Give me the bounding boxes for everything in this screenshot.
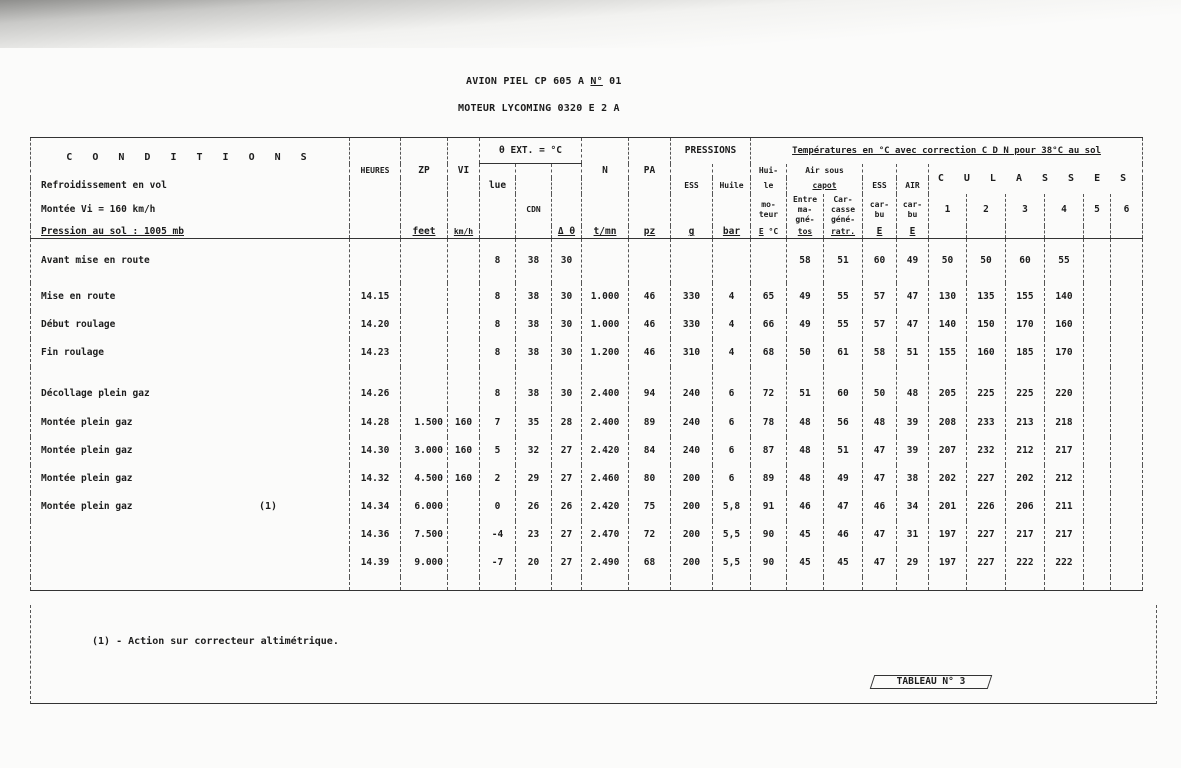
cell-n: 2.400 [582,367,629,409]
cell-essc: 46 [863,493,897,521]
cell-essc: 57 [863,311,897,339]
cell-ess: 240 [671,409,713,437]
cell-c3: 222 [1006,549,1045,577]
cell-dt: 30 [552,311,582,339]
cell-pa: 46 [629,339,671,367]
cyl-3-header: 3 [1006,194,1045,226]
cell-lue: 0 [480,493,516,521]
condition-pressure: Pression au sol : 1005 mb [31,226,350,239]
cell-c6 [1111,549,1143,577]
cell-cdn: 20 [516,549,552,577]
cell-c2: 150 [967,311,1006,339]
cell-c6 [1111,239,1143,283]
cell-c4: 211 [1045,493,1084,521]
cell-lue: 8 [480,283,516,311]
row-condition: Mise en route [31,283,350,311]
cell-airc: 34 [897,493,929,521]
cell-ess: 240 [671,437,713,465]
row-condition: Avant mise en route [31,239,350,283]
cell-zp: 1.500 [401,409,448,437]
cell-ess: 310 [671,339,713,367]
cell-c2: 226 [967,493,1006,521]
n-header: N [582,164,629,178]
cell-c4: 217 [1045,521,1084,549]
cell-cdn: 38 [516,311,552,339]
row-condition: Montée plein gaz [31,465,350,493]
cell-c6 [1111,493,1143,521]
cell-heures: 14.20 [350,311,401,339]
ess-carbu-header: ESS [863,178,897,194]
cell-huile: 5,8 [713,493,751,521]
cell-car: 56 [824,409,863,437]
cell-cdn: 26 [516,493,552,521]
cell-pa [629,239,671,283]
cell-essc: 47 [863,437,897,465]
cell-hm: 78 [751,409,787,437]
cell-huile: 5,5 [713,549,751,577]
cell-airc: 29 [897,549,929,577]
cell-airc: 49 [897,239,929,283]
cell-c1: 207 [929,437,967,465]
cell-pa: 72 [629,521,671,549]
cell-zp [401,311,448,339]
cell-pa: 89 [629,409,671,437]
cell-c5 [1084,283,1111,311]
cell-c5 [1084,437,1111,465]
cell-c5 [1084,409,1111,437]
cell-c5 [1084,239,1111,283]
cell-ess: 200 [671,549,713,577]
cell-essc: 60 [863,239,897,283]
cell-c3: 170 [1006,311,1045,339]
cdn-header: CDN [516,194,552,226]
cell-c3: 155 [1006,283,1045,311]
cell-essc: 50 [863,367,897,409]
cell-ent: 49 [787,283,824,311]
cell-huile: 5,5 [713,521,751,549]
cell-hm: 90 [751,549,787,577]
cell-c3: 185 [1006,339,1045,367]
table-row [31,465,1143,493]
cell-ent: 50 [787,339,824,367]
cell-ent: 48 [787,437,824,465]
cell-airc: 51 [897,339,929,367]
cell-ent: 45 [787,549,824,577]
cell-ess: 240 [671,367,713,409]
cell-n: 2.420 [582,437,629,465]
cell-hm: 89 [751,465,787,493]
cell-dt: 27 [552,521,582,549]
cell-zp [401,339,448,367]
cell-huile: 6 [713,367,751,409]
condition-climb: Montée Vi = 160 km/h [31,194,350,226]
title-number-sign: N° [590,76,603,87]
table-row [31,437,1143,465]
condition-cooling: Refroidissement en vol [31,178,350,194]
cell-ent: 51 [787,367,824,409]
cell-dt: 26 [552,493,582,521]
cell-n [582,239,629,283]
cell-heures: 14.23 [350,339,401,367]
row-condition: Fin roulage [31,339,350,367]
row-condition: Montée plein gaz (1) [31,493,350,521]
cell-c4: 222 [1045,549,1084,577]
cell-airc: 39 [897,409,929,437]
temperatures-header: Températures en °C avec correction C D N pour 38°C au sol [751,138,1143,164]
table-row [31,409,1143,437]
cell-vi [448,239,480,283]
cell-pa: 80 [629,465,671,493]
cell-dt: 30 [552,367,582,409]
cell-c2: 135 [967,283,1006,311]
cell-pa: 84 [629,437,671,465]
table-row [31,521,1143,549]
cell-airc: 47 [897,283,929,311]
cell-car: 55 [824,283,863,311]
row-note: (1) [259,501,278,512]
cell-ess: 200 [671,521,713,549]
cyl-5-header: 5 [1084,194,1111,226]
cell-huile: 4 [713,311,751,339]
ext-temp-header: θ EXT. = °C [480,138,582,164]
cell-car: 51 [824,437,863,465]
cell-c5 [1084,521,1111,549]
cell-c3: 60 [1006,239,1045,283]
cell-essc: 47 [863,549,897,577]
cell-c3: 212 [1006,437,1045,465]
cell-c6 [1111,311,1143,339]
cell-c3: 217 [1006,521,1045,549]
cell-ess [671,239,713,283]
cell-c1: 202 [929,465,967,493]
cell-cdn: 35 [516,409,552,437]
cell-essc: 48 [863,409,897,437]
cell-essc: 58 [863,339,897,367]
cell-lue: 8 [480,239,516,283]
cell-cdn: 38 [516,367,552,409]
cell-car: 61 [824,339,863,367]
cell-airc: 38 [897,465,929,493]
cell-huile: 6 [713,409,751,437]
table-row [31,367,1143,409]
cell-c5 [1084,465,1111,493]
cell-heures: 14.30 [350,437,401,465]
cell-pa: 68 [629,549,671,577]
cell-c2: 225 [967,367,1006,409]
table-row [31,549,1143,577]
cell-c6 [1111,283,1143,311]
table-reference: TABLEAU N° 3 [872,675,990,689]
cell-dt: 27 [552,465,582,493]
cell-huile [713,239,751,283]
cell-n: 2.420 [582,493,629,521]
culasses-header: C U L A S S E S [929,164,1143,194]
cell-car: 46 [824,521,863,549]
cell-c1: 155 [929,339,967,367]
cell-c2: 50 [967,239,1006,283]
cell-n: 2.490 [582,549,629,577]
cell-c2: 232 [967,437,1006,465]
cell-c3: 202 [1006,465,1045,493]
cell-lue: 7 [480,409,516,437]
cell-essc: 57 [863,283,897,311]
cell-ent: 46 [787,493,824,521]
unit-pz: pz [629,226,671,239]
cell-pa: 46 [629,283,671,311]
cell-cdn: 32 [516,437,552,465]
cell-heures: 14.39 [350,549,401,577]
cell-n: 2.400 [582,409,629,437]
heures-header: HEURES [350,164,401,178]
cell-dt: 28 [552,409,582,437]
cell-airc: 47 [897,311,929,339]
cell-cdn: 23 [516,521,552,549]
cell-hm [751,239,787,283]
cyl-2-header: 2 [967,194,1006,226]
cell-huile: 6 [713,465,751,493]
cell-lue: -7 [480,549,516,577]
cell-vi [448,339,480,367]
cell-c6 [1111,465,1143,493]
cell-c5 [1084,339,1111,367]
cell-n: 1.000 [582,311,629,339]
cell-c4: 220 [1045,367,1084,409]
cell-airc: 31 [897,521,929,549]
delta-header: Δ θ [552,226,582,239]
cell-c1: 140 [929,311,967,339]
cell-car: 51 [824,239,863,283]
row-condition [31,549,350,577]
cell-zp: 3.000 [401,437,448,465]
cell-lue: 5 [480,437,516,465]
cell-essc: 47 [863,465,897,493]
cell-ess: 200 [671,465,713,493]
cell-n: 1.200 [582,339,629,367]
cyl-1-header: 1 [929,194,967,226]
document-subtitle: MOTEUR LYCOMING 0320 E 2 A [458,103,620,114]
cell-pa: 46 [629,311,671,339]
cell-vi [448,521,480,549]
cell-dt: 27 [552,437,582,465]
cell-cdn: 29 [516,465,552,493]
ess-header: ESS [671,178,713,194]
cell-c2: 227 [967,549,1006,577]
cell-ent: 48 [787,409,824,437]
cyl-6-header: 6 [1111,194,1143,226]
cell-c2: 233 [967,409,1006,437]
cell-dt: 30 [552,239,582,283]
cell-vi [448,493,480,521]
cell-essc: 47 [863,521,897,549]
cell-dt: 30 [552,339,582,367]
cell-c2: 227 [967,521,1006,549]
cell-hm: 91 [751,493,787,521]
cell-c3: 206 [1006,493,1045,521]
cell-c6 [1111,521,1143,549]
cell-hm: 87 [751,437,787,465]
cell-hm: 68 [751,339,787,367]
cell-c2: 227 [967,465,1006,493]
cell-heures: 14.26 [350,367,401,409]
cell-c5 [1084,493,1111,521]
cell-vi: 160 [448,465,480,493]
cell-cdn: 38 [516,339,552,367]
vi-header: VI [448,164,480,178]
cell-vi: 160 [448,437,480,465]
row-condition: Début roulage [31,311,350,339]
cell-c3: 225 [1006,367,1045,409]
cell-ent: 48 [787,465,824,493]
unit-kmh: km/h [448,226,480,239]
cell-n: 2.460 [582,465,629,493]
conditions-header: C O N D I T I O N S [31,138,350,178]
cell-c4: 160 [1045,311,1084,339]
air-capot-header: Air sous [787,164,863,178]
cell-c5 [1084,311,1111,339]
cell-huile: 4 [713,283,751,311]
scan-shadow [0,0,1181,48]
cell-pa: 94 [629,367,671,409]
cell-dt: 30 [552,283,582,311]
cell-c5 [1084,549,1111,577]
cell-c6 [1111,437,1143,465]
cell-heures [350,239,401,283]
zp-header: ZP [401,164,448,178]
cell-vi [448,549,480,577]
cell-zp: 7.500 [401,521,448,549]
cell-zp: 9.000 [401,549,448,577]
cell-vi: 160 [448,409,480,437]
cell-c4: 218 [1045,409,1084,437]
cell-car: 60 [824,367,863,409]
cell-heures: 14.36 [350,521,401,549]
cell-cdn: 38 [516,239,552,283]
cell-zp: 4.500 [401,465,448,493]
huile-header: Huile [713,178,751,194]
cell-c1: 197 [929,521,967,549]
cell-c4: 140 [1045,283,1084,311]
cell-lue: 8 [480,339,516,367]
cell-lue: 8 [480,367,516,409]
cell-c3: 213 [1006,409,1045,437]
table-row [31,239,1143,283]
cell-huile: 6 [713,437,751,465]
table-row [31,493,1143,521]
unit-g: g [671,226,713,239]
cell-zp [401,239,448,283]
cell-hm: 72 [751,367,787,409]
unit-bar: bar [713,226,751,239]
cell-zp: 6.000 [401,493,448,521]
cell-c1: 50 [929,239,967,283]
cell-c4: 217 [1045,437,1084,465]
cell-ent: 49 [787,311,824,339]
row-condition: Montée plein gaz [31,409,350,437]
cell-c4: 55 [1045,239,1084,283]
cell-heures: 14.32 [350,465,401,493]
cell-vi [448,283,480,311]
cell-hm: 66 [751,311,787,339]
cell-heures: 14.28 [350,409,401,437]
table-row [31,311,1143,339]
cell-heures: 14.34 [350,493,401,521]
cell-pa: 75 [629,493,671,521]
cell-c1: 201 [929,493,967,521]
document-title: AVION PIEL CP 605 A N° 01 [466,76,622,87]
cell-n: 2.470 [582,521,629,549]
unit-tmn: t/mn [582,226,629,239]
cell-lue: 8 [480,311,516,339]
cell-vi [448,367,480,409]
cell-lue: -4 [480,521,516,549]
cell-zp [401,283,448,311]
footnote: (1) - Action sur correcteur altimétrique. [92,636,339,647]
cyl-4-header: 4 [1045,194,1084,226]
cell-c5 [1084,367,1111,409]
cell-c1: 130 [929,283,967,311]
cell-hm: 65 [751,283,787,311]
cell-car: 47 [824,493,863,521]
test-data-table: C O N D I T I O N S θ EXT. = °C PRESSIONS Températures en °C avec correction C D N pour 38°C au sol HEURES ZP VI N PA Hui- Air sous C U L A S S E S Refroidissement en vol lue ESS Huile le capot ESS AIR Montée Vi = 160 km/h CDN mo- teur Entre ma- gné- Car- casse géné- car- bu car- bu 1 2 3 4 5 6 Pression au sol : 1005 mb feet km/h Δ θ t/mn pz g bar E °C tos ratr. E E Avant mise en route 8 38 30 58 51 60 49 50 50 60 55 Mise en route 14.15 8 38 30 1.000 46 330 4 65 49 55 57 47 130 135 155 140 Début roulage 14.20 8 38 30 1.000 46 330 4 66 49 55 57 47 140 150 170 160 Fin roulage 14.23 8 38 30 1.200 46 310 4 68 50 61 58 51 155 160 185 170 Décollage plein gaz 14.26 8 38 30 2.400 94 240 6 72 51 60 50 48 205 225 225 220 Montée plein gaz 14.28 1.500 160 7 35 28 2.400 89 240 6 78 48 56 48 39 208 233 213 218 Montée plein gaz 14.30 3.000 160 5 32 27 2.420 84 240 6 87 48 51 47 39 207 232 212 217 Montée plein gaz 14.32 4.500 160 2 29 27 2.460 80 200 6 89 48 49 47 38 202 227 202 212 Montée plein gaz (1) 14.34 6.000 0 26 26 2.420 75 200 5,8 91 46 47 46 34 201 226 206 211 14.36 7.500 -4 23 27 2.470 72 200 5,5 90 45 46 47 31 197 227 217 217 14.39 9.000 -7 20 27 2.490 68 200 5,5 90 45 45 47 29 197 227 222 222 [30,137,1143,591]
cell-ent: 58 [787,239,824,283]
row-condition: Décollage plein gaz [31,367,350,409]
cell-lue: 2 [480,465,516,493]
cell-n: 1.000 [582,283,629,311]
cell-c4: 170 [1045,339,1084,367]
cell-c1: 197 [929,549,967,577]
footnote-box [30,605,1157,704]
air-carbu-header: AIR [897,178,929,194]
cell-ess: 200 [671,493,713,521]
cell-dt: 27 [552,549,582,577]
cell-airc: 39 [897,437,929,465]
cell-ess: 330 [671,311,713,339]
unit-feet: feet [401,226,448,239]
cell-cdn: 38 [516,283,552,311]
cell-c6 [1111,339,1143,367]
cell-huile: 4 [713,339,751,367]
table-row [31,339,1143,367]
cell-car: 45 [824,549,863,577]
cell-zp [401,367,448,409]
cell-c6 [1111,367,1143,409]
lue-header: lue [480,178,516,194]
table-row [31,283,1143,311]
cell-c6 [1111,409,1143,437]
pressions-header: PRESSIONS [671,138,751,164]
cell-car: 55 [824,311,863,339]
cell-c1: 205 [929,367,967,409]
row-condition: Montée plein gaz [31,437,350,465]
cell-heures: 14.15 [350,283,401,311]
cell-c4: 212 [1045,465,1084,493]
cell-c2: 160 [967,339,1006,367]
cell-vi [448,311,480,339]
cell-ess: 330 [671,283,713,311]
cell-ent: 45 [787,521,824,549]
pa-header: PA [629,164,671,178]
cell-hm: 90 [751,521,787,549]
row-condition [31,521,350,549]
cell-c1: 208 [929,409,967,437]
cell-car: 49 [824,465,863,493]
cell-airc: 48 [897,367,929,409]
